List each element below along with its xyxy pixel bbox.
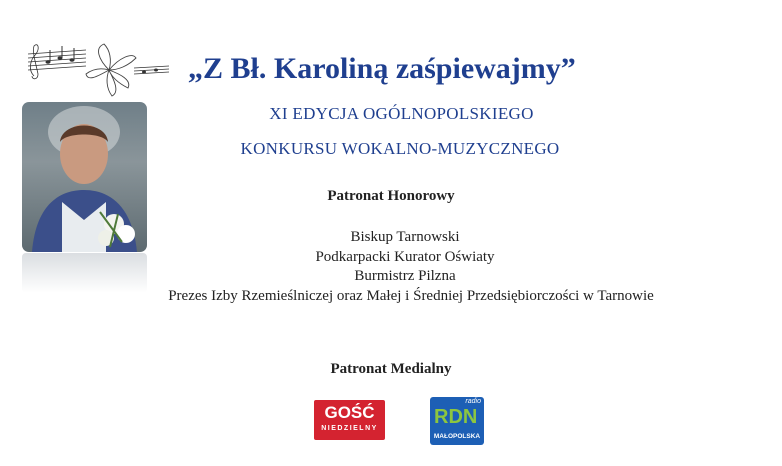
radio-rdn-malopolska-logo <box>430 397 484 445</box>
gosc-logo-text: GOŚĆ <box>324 403 375 422</box>
music-notes-lily-decoration <box>24 40 174 100</box>
patron-item: Podkarpacki Kurator Oświaty <box>315 248 495 265</box>
edition-subtitle: XI EDYCJA OGÓLNOPOLSKIEGO <box>269 104 534 123</box>
media-patronage-heading: Patronat Medialny <box>330 361 452 377</box>
page-title: „Z Bł. Karoliną zaśpiewajmy” <box>188 52 576 85</box>
patron-item: Burmistrz Pilzna <box>354 268 456 284</box>
patron-item: Biskup Tarnowski <box>350 229 460 245</box>
rdn-logo-subtext: MAŁOPOLSKA <box>433 433 481 440</box>
gosc-logo-subtext: NIEDZIELNY <box>321 425 378 432</box>
honorary-patron-list <box>0 228 782 306</box>
gosc-niedzielny-logo <box>314 400 385 440</box>
patron-item: Prezes Izby Rzemieślniczej oraz Małej i Średniej Przedsiębiorczości w Tarnowie <box>168 287 654 304</box>
rdn-radio-label: radio <box>465 398 481 405</box>
contest-subtitle: KONKURSU WOKALNO-MUZYCZNEGO <box>240 139 560 158</box>
honorary-patronage-heading: Patronat Honorowy <box>327 188 455 204</box>
rdn-logo-text: RDN <box>434 406 478 428</box>
